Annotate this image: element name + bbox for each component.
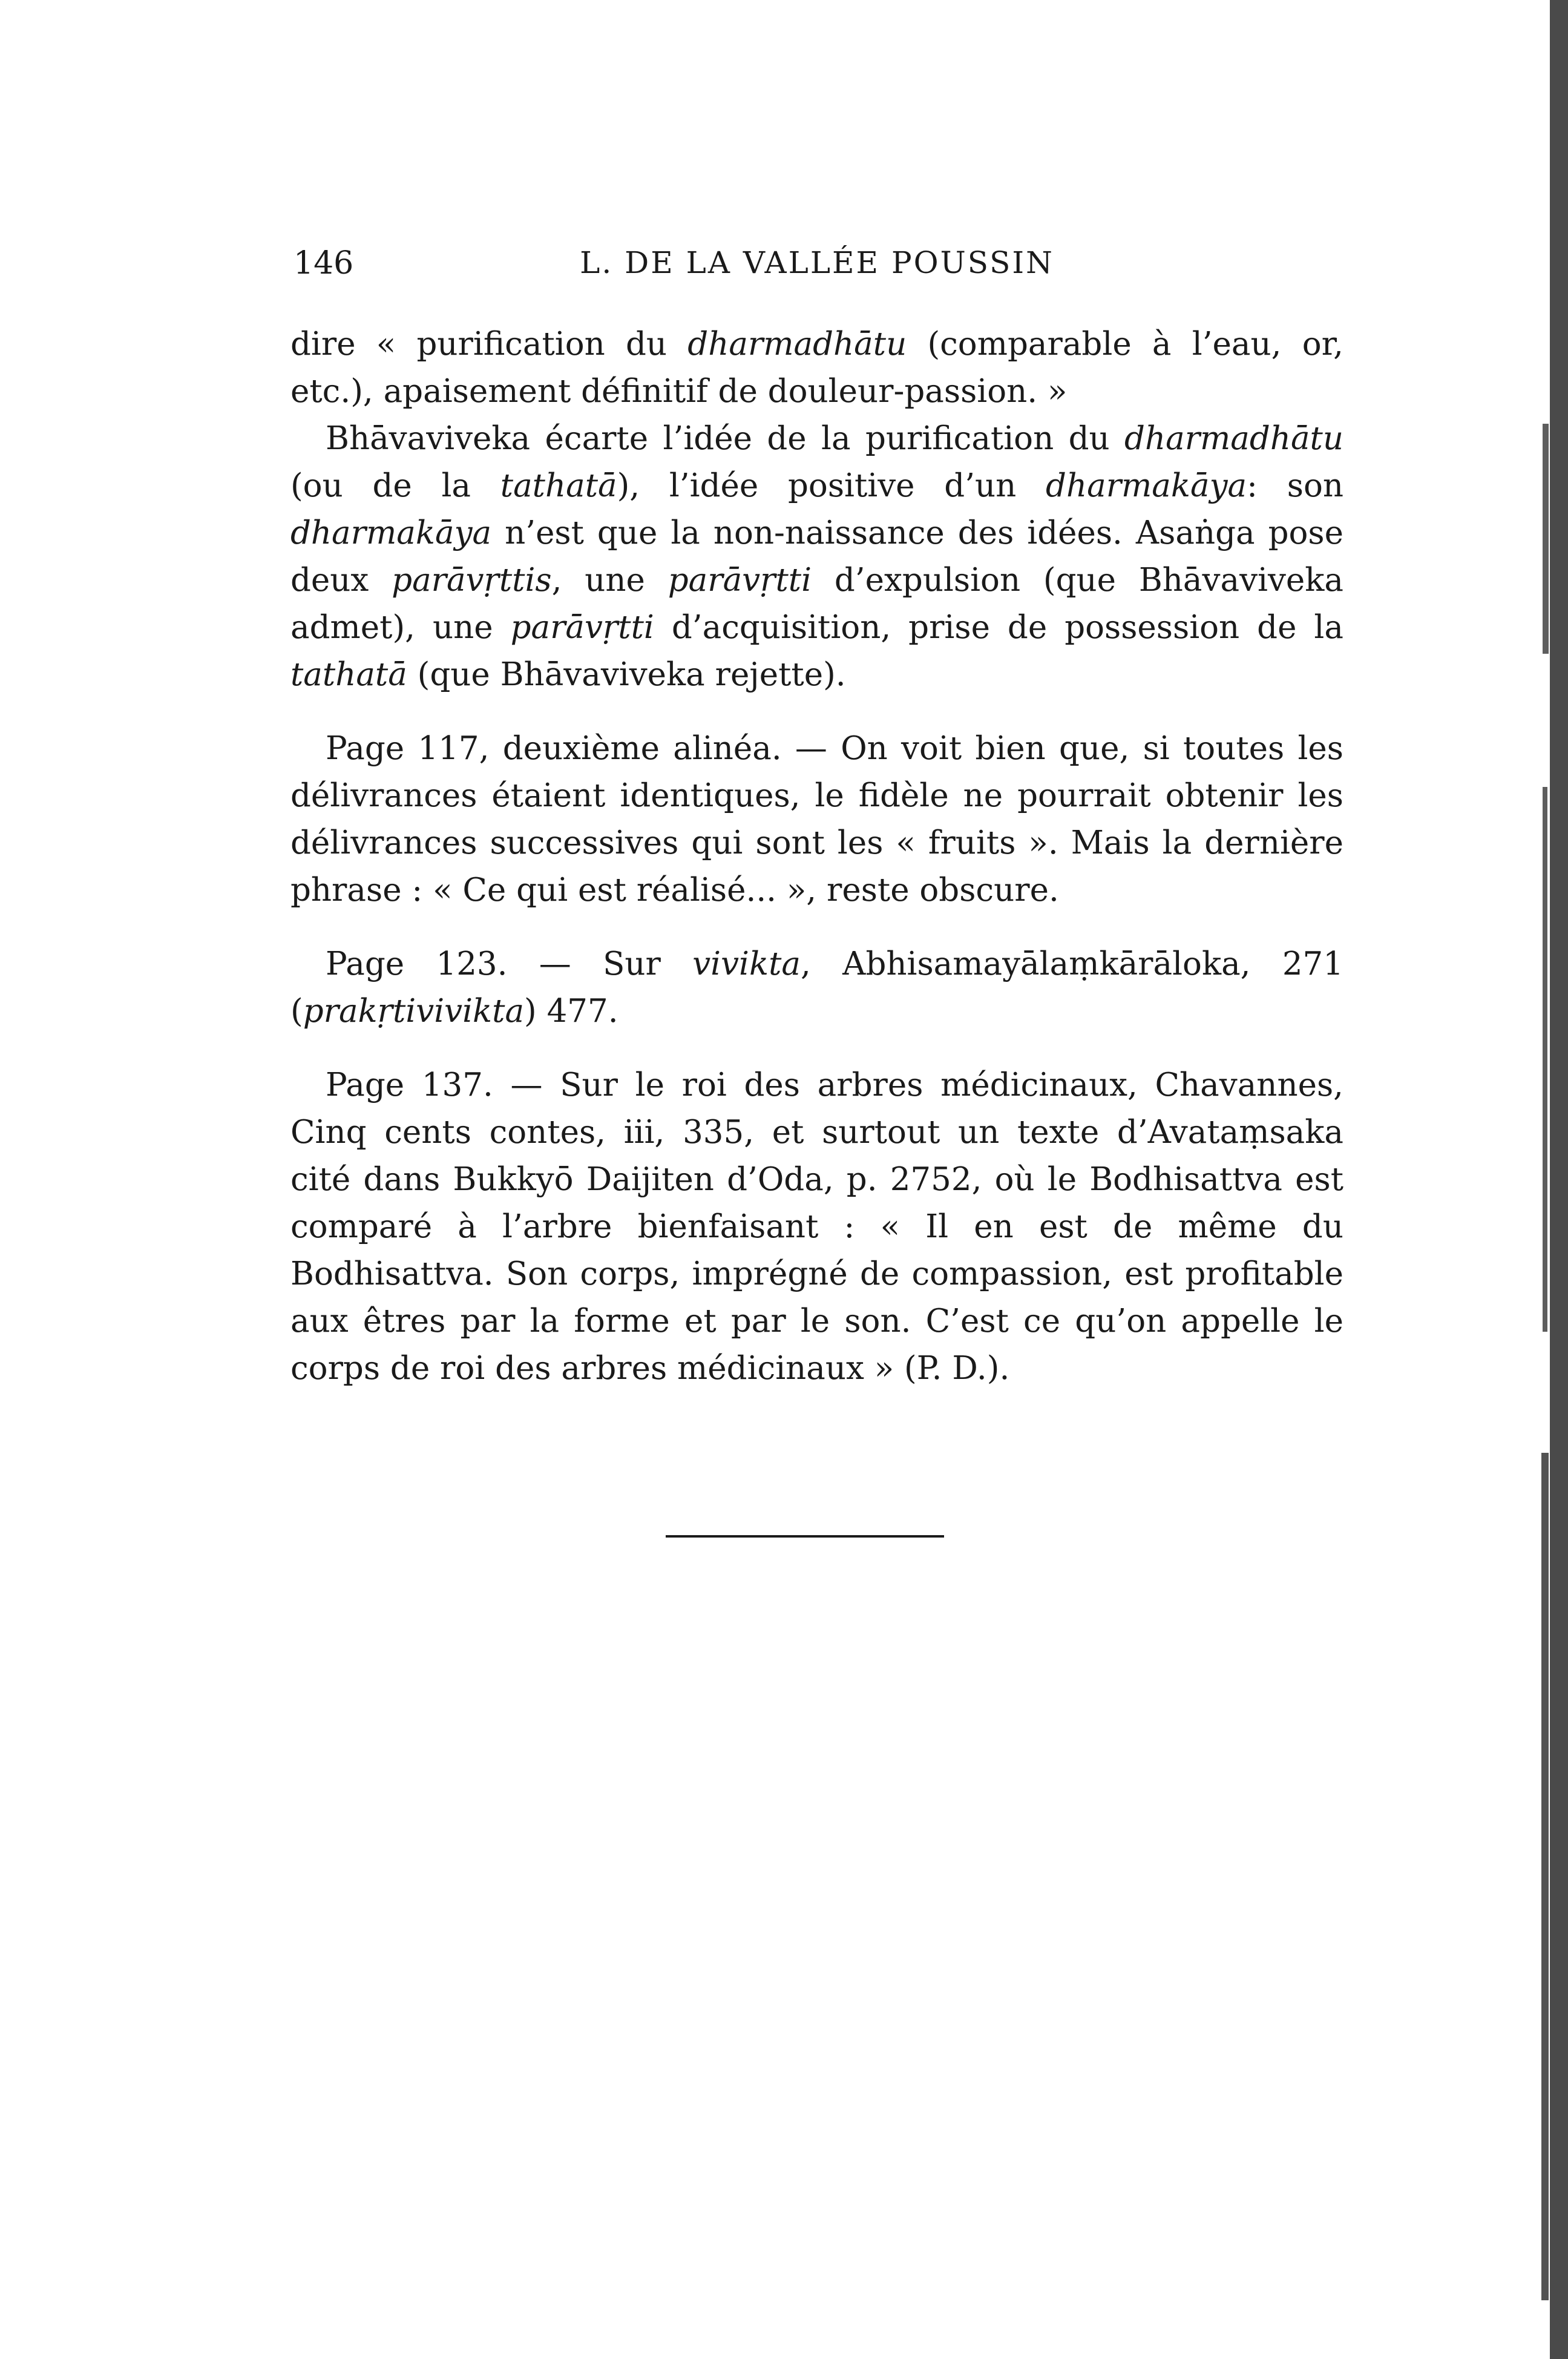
text-run: d’expulsion (que Bhāvaviveka admet), une [290, 562, 1343, 646]
italic-term: parāvṛtti [510, 609, 654, 646]
body-text [290, 321, 1343, 1392]
text-run: , Abhisamayālaṃkārāloka, 271 ( [290, 946, 1343, 1030]
binding-edge-shadow [1526, 0, 1568, 2359]
paragraph [290, 725, 1343, 914]
text-run: (ou de la [290, 467, 500, 504]
paragraph [290, 1062, 1343, 1392]
paragraph [290, 941, 1343, 1035]
text-run: Page 137. — Sur le roi des arbres médicinaux, Chavannes, Cinq cents contes, iii, 335, et surtout un texte d’Avataṃsaka cité dans Bukkyō Daijiten d’Oda, p. 2752, où le Bodhisattva est comparé à l’arbre bienfaisant : « Il en est de même du Bodhisattva. Son corps, imprégné de compassion, est profitable aux êtres par la forme et par le son. C’est ce qu’on appelle le corps de roi des arbres médicinaux » (P. D.). [290, 1067, 1343, 1387]
italic-term: dharmakāya [290, 515, 492, 551]
text-run: n’est que la non-naissance des idées. Asaṅga pose deux [290, 515, 1343, 599]
page-header [294, 245, 1340, 288]
text-run: (comparable à l’eau, or, etc.), apaisement définitif de douleur-passion. » [290, 326, 1343, 410]
italic-term: tathatā [500, 467, 617, 504]
text-run: ) 477. [524, 993, 618, 1030]
italic-term: parāvṛtti [668, 562, 812, 599]
section-end-rule [666, 1535, 944, 1538]
text-run: ), l’idée positive d’un [617, 467, 1046, 504]
paragraph [290, 321, 1343, 415]
page-number: 146 [294, 245, 354, 281]
italic-term: prakṛtivivikta [303, 993, 525, 1030]
italic-term: dharmakāya [1046, 467, 1247, 504]
running-title: L. DE LA VALLÉE POUSSIN [580, 245, 1054, 280]
italic-term: parāvṛttis [392, 562, 552, 599]
italic-term: vivikta [692, 946, 801, 982]
text-run: , une [551, 562, 668, 599]
text-run: d’acquisition, prise de possession de la [654, 609, 1343, 646]
text-run: dire « purification du [290, 326, 688, 363]
text-run: : son [1247, 467, 1343, 504]
text-run: Bhāvaviveka écarte l’idée de la purification du [326, 420, 1125, 457]
text-run: (que Bhāvaviveka rejette). [407, 656, 846, 693]
paragraph [290, 415, 1343, 699]
italic-term: dharmadhātu [687, 326, 907, 363]
italic-term: tathatā [290, 656, 407, 693]
text-run: Page 123. — Sur [326, 946, 693, 982]
italic-term: dharmadhātu [1124, 420, 1343, 457]
text-run: Page 117, deuxième alinéa. — On voit bien que, si toutes les délivrances étaient identiques, le fidèle ne pourrait obtenir les délivrances successives qui sont les « fruits ». Mais la dernière phrase : « Ce qui est réalisé... », reste obscure. [290, 730, 1343, 909]
